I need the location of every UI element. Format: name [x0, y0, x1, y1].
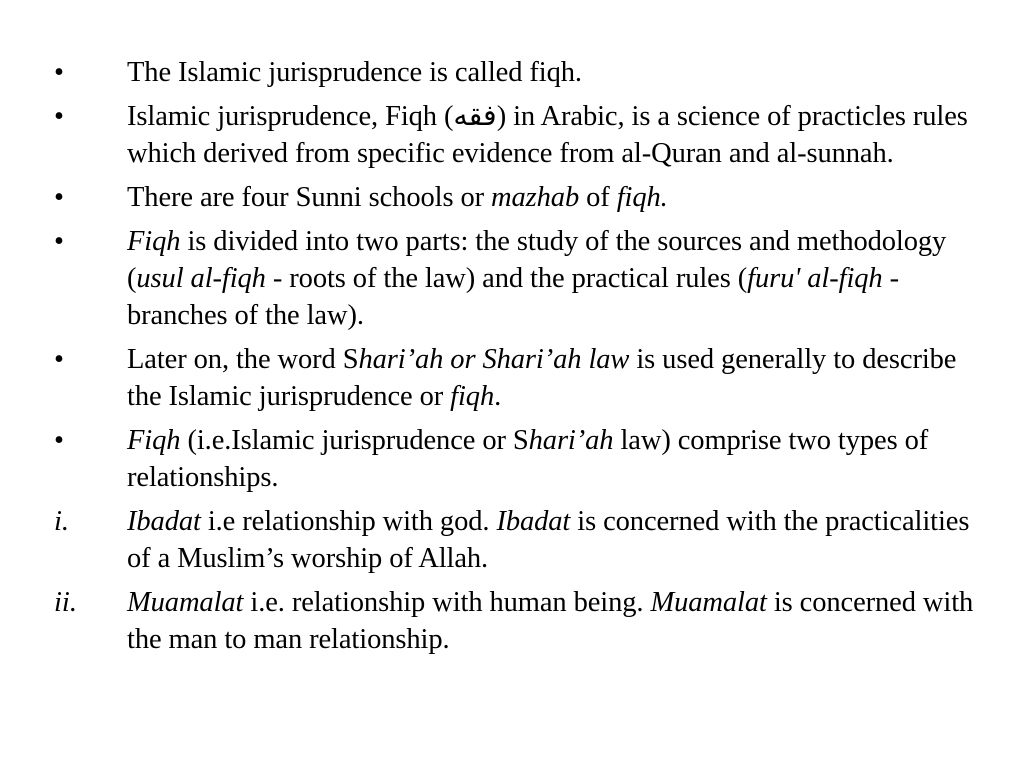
text-run: فقه	[453, 101, 497, 132]
bullet-item	[54, 422, 994, 496]
roman-numeral-marker: i.	[54, 506, 70, 537]
item-text	[127, 584, 994, 658]
bullet-item	[54, 54, 994, 91]
text-run: The Islamic jurisprudence is called fiqh.	[127, 57, 582, 88]
item-text	[127, 422, 994, 496]
italic-text-run: Fiqh	[127, 226, 181, 257]
item-text	[127, 179, 994, 216]
italic-text-run: mazhab	[491, 182, 580, 213]
text-run: - branches of the law).	[127, 263, 899, 331]
item-text	[127, 98, 994, 172]
bullet-item	[54, 341, 994, 415]
text-run: Islamic jurisprudence, Fiqh (	[127, 101, 454, 132]
item-text	[127, 341, 994, 415]
text-run: is concerned with the man to man relationship.	[127, 587, 974, 655]
italic-text-run: hari’ah or Shari’ah law	[358, 344, 630, 375]
italic-text-run: fiqh	[450, 381, 495, 412]
text-run: is concerned with the practicalities of a Muslim’s worship of Allah.	[127, 506, 970, 574]
text-run: ) in Arabic, is a science of practicles rules which derived from specific evidence from al-Quran and al-sunnah.	[127, 101, 968, 169]
numbered-item	[54, 584, 994, 658]
bullet-marker: •	[54, 425, 64, 456]
text-run: i.e relationship with god.	[200, 506, 497, 537]
text-run: is divided into two parts: the study of the sources and methodology (	[127, 226, 947, 294]
numbered-item	[54, 503, 994, 577]
text-run: There are four Sunni schools or	[127, 182, 492, 213]
italic-text-run: Ibadat	[496, 506, 571, 537]
bullet-marker: •	[54, 226, 64, 257]
item-text	[127, 54, 994, 91]
bullet-marker: •	[54, 57, 64, 88]
bullet-marker: •	[54, 101, 64, 132]
bullet-marker: •	[54, 344, 64, 375]
italic-text-run: hari’ah	[528, 425, 614, 456]
text-run: .	[494, 381, 502, 412]
text-run: i.e. relationship with human being.	[243, 587, 651, 618]
italic-text-run: Fiqh	[127, 425, 181, 456]
text-run: Later on, the word S	[127, 344, 359, 375]
bullet-item	[54, 223, 994, 334]
item-text	[127, 503, 994, 577]
italic-text-run: usul al-fiqh	[136, 263, 266, 294]
roman-numeral-marker: ii.	[54, 587, 77, 618]
text-run: (i.e.Islamic jurisprudence or S	[180, 425, 529, 456]
bullet-list	[54, 54, 994, 665]
text-run: - roots of the law) and the practical rules (	[265, 263, 748, 294]
italic-text-run: Muamalat	[650, 587, 767, 618]
item-text	[127, 223, 994, 334]
italic-text-run: Muamalat	[127, 587, 244, 618]
bullet-item	[54, 98, 994, 172]
text-run: is used generally to describe the Islamic jurisprudence or	[127, 344, 957, 412]
text-run: law) comprise two types of relationships.	[127, 425, 929, 493]
italic-text-run: furu' al-fiqh	[747, 263, 883, 294]
bullet-marker: •	[54, 182, 64, 213]
italic-text-run: fiqh.	[616, 182, 668, 213]
italic-text-run: Ibadat	[127, 506, 201, 537]
bullet-item	[54, 179, 994, 216]
text-run: of	[579, 182, 617, 213]
